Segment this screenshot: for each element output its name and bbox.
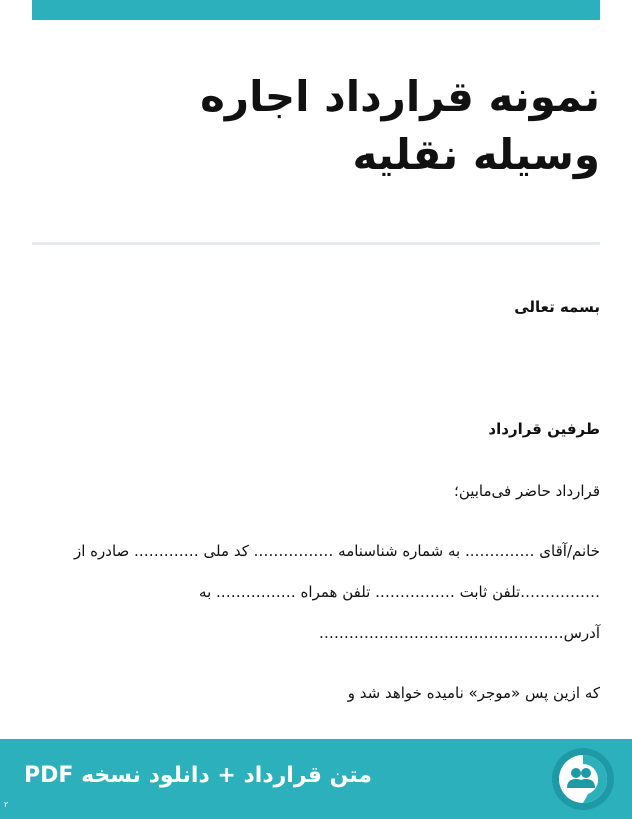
party-details-line-3: آدرس……………….………………………… xyxy=(318,624,600,642)
lessor-statement: که ازین پس «موجر» نامیده خواهد شد و xyxy=(347,684,600,702)
download-banner[interactable] xyxy=(0,739,632,819)
title-line-2: وسیله نقلیه xyxy=(352,130,600,179)
page-title xyxy=(40,68,600,184)
top-accent-bar xyxy=(32,0,600,20)
title-divider xyxy=(32,242,600,245)
greeting-heading: بسمه تعالی xyxy=(514,298,600,316)
corner-mark: ۲ xyxy=(4,800,9,809)
title-line-1: نمونه قرارداد اجاره xyxy=(200,72,600,121)
intro-paragraph: قرارداد حاضر فی‌مابین؛ xyxy=(454,482,600,500)
download-cta-text[interactable]: متن قرارداد + دانلود نسخه PDF xyxy=(24,763,372,788)
people-chat-icon xyxy=(552,748,614,810)
section-heading: طرفین قرارداد xyxy=(488,420,600,438)
party-details-line-1: خانم/آقای ………….. به شماره شناسنامه ……………. کد ملی …………. صادره از xyxy=(73,542,600,560)
party-details-line-2: …………….تلفن ثابت ……………. تلفن همراه ……………. به xyxy=(199,583,600,601)
